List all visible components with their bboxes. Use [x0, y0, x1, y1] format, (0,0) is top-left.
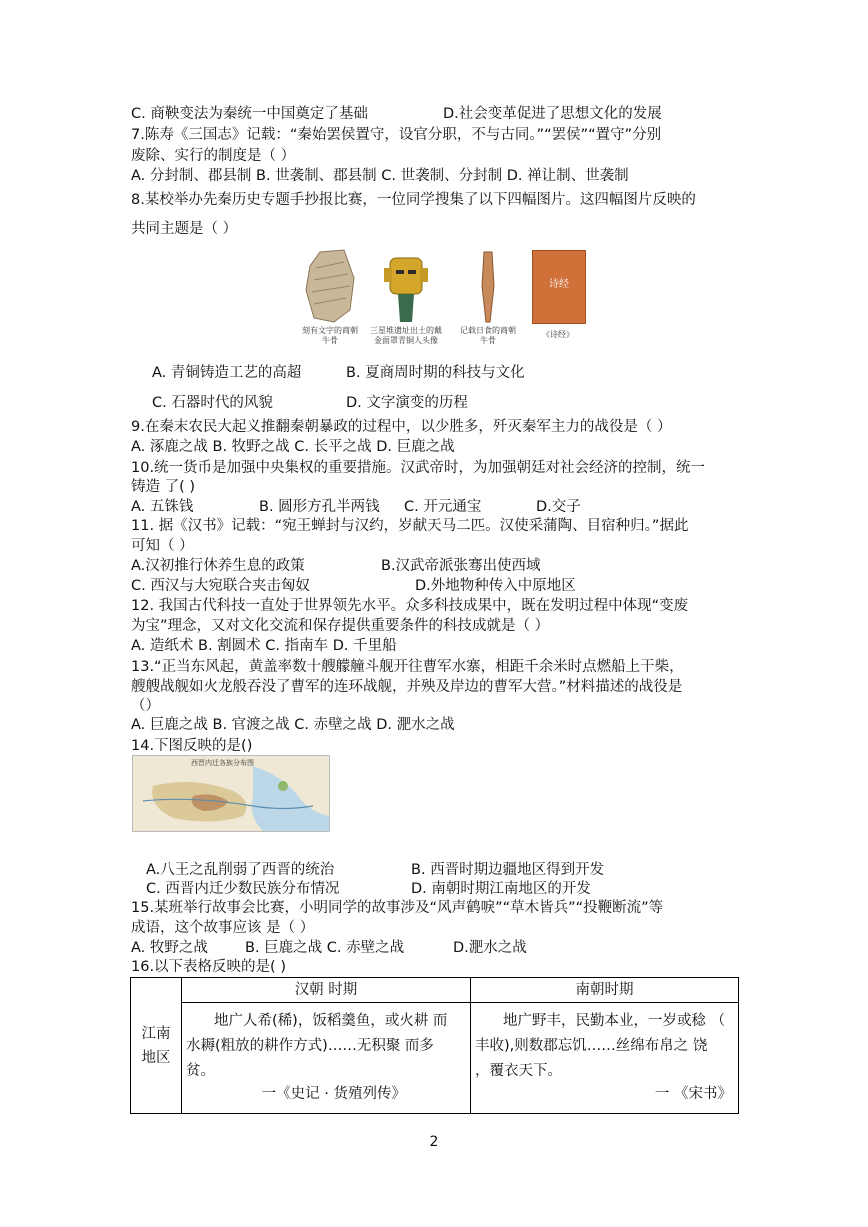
q10-option-a: A. 五铢钱 — [131, 499, 194, 515]
caption-bone-strip: 记载日食的商朝牛骨 — [460, 326, 516, 345]
q10-option-d: D.交子 — [536, 499, 581, 515]
q13-stem-line3: （） — [131, 698, 160, 714]
q9-stem: 9.在秦末农民大起义推翻秦朝暴政的过程中，以少胜多，歼灭秦军主力的战役是（ ） — [131, 419, 672, 435]
southern-line1: 地广野丰，民勤本业，一岁或稔 （ — [503, 1013, 726, 1029]
q6-option-c: C. 商鞅变法为秦统一中国奠定了基础 — [131, 106, 368, 122]
q14-option-b: B. 西晋时期边疆地区得到开发 — [411, 862, 605, 878]
q15-option-b-c: B. 巨鹿之战 C. 赤壁之战 — [245, 940, 405, 956]
q8-option-a: A. 青铜铸造工艺的高超 — [152, 365, 302, 381]
q15-stem-line2: 成语，这个故事应该 是（ ） — [131, 920, 315, 936]
southern-line3: ，覆衣天下。 — [475, 1063, 562, 1079]
q10-option-b: B. 圆形方孔半两钱 — [259, 499, 380, 515]
row-label: 江南地区 — [141, 1025, 171, 1066]
book-shijing-image — [532, 250, 586, 324]
q7-stem-line2: 废除、实行的制度是（ ） — [131, 148, 296, 164]
q8-option-c: C. 石器时代的风貌 — [152, 395, 273, 411]
q9-options: A. 涿鹿之战 B. 牧野之战 C. 长平之战 D. 巨鹿之战 — [131, 439, 455, 455]
q8-stem-line2: 共同主题是（ ） — [131, 221, 238, 237]
q8-option-b: B. 夏商周时期的科技与文化 — [346, 365, 525, 381]
caption-oracle-bone: 刻有文字的商朝牛骨 — [302, 326, 358, 345]
southern-line2: 丰收),则数郡忘饥……丝绵布帛之 饶 — [475, 1038, 708, 1054]
q14-option-a: A.八王之乱削弱了西晋的统治 — [146, 862, 335, 878]
q12-stem-line2: 为宝”理念，又对文化交流和保存提供重要条件的科技成就是（ ） — [131, 618, 550, 634]
q14-stem: 14.下图反映的是() — [131, 738, 253, 754]
q12-stem-line1: 12. 我国古代科技一直处于世界领先水平。众多科技成果中，既在发明过程中体现“变废 — [131, 598, 689, 614]
header-han: 汉朝 时期 — [182, 978, 471, 1003]
q14-option-d: D. 南朝时期江南地区的开发 — [411, 881, 591, 897]
southern-content-cell — [471, 1003, 739, 1114]
q10-option-c: C. 开元通宝 — [404, 499, 482, 515]
western-jin-map-image — [132, 755, 330, 832]
q13-stem-line2: 艘艘战舰如火龙般吞没了曹军的连环战舰，并殃及岸边的曹军大营。”材料描述的战役是 — [131, 679, 683, 695]
q11-stem-line1: 11. 据《汉书》记载：“宛王蝉封与汉约，岁献天马二匹。汉使采蒲陶、目宿种归。”据此 — [131, 518, 689, 534]
q11-stem-line2: 可知（ ） — [131, 538, 194, 554]
han-source: 一《史记 · 货殖列传》 — [261, 1086, 406, 1102]
q11-option-c: C. 西汉与大宛联合夹击匈奴 — [131, 578, 310, 594]
q6-option-d: D.社会变革促进了思想文化的发展 — [443, 106, 662, 122]
q8-stem-line1: 8.某校举办先秦历史专题手抄报比赛，一位同学搜集了以下四幅图片。这四幅图片反映的 — [131, 192, 696, 208]
q7-stem-line1: 7.陈寿《三国志》记载：“秦始罢侯置守，设官分职，不与古同。”“罢侯”“置守”分别 — [131, 127, 662, 143]
bone-strip-image — [478, 250, 498, 324]
q7-options: A. 分封制、郡县制 B. 世袭制、郡县制 C. 世袭制、分封制 D. 禅让制、世袭制 — [131, 168, 629, 184]
han-line2: 水耨(粗放的耕作方式)……无积聚 而多 — [186, 1038, 434, 1054]
han-content-cell — [182, 1003, 471, 1114]
q10-stem-line2: 铸造 了( ) — [131, 479, 196, 495]
q14-option-c: C. 西晋内迁少数民族分布情况 — [146, 881, 340, 897]
q16-stem: 16.以下表格反映的是( ) — [131, 959, 286, 975]
han-line1: 地广人希(稀)，饭稻羹鱼，或火耕 而 — [214, 1013, 448, 1029]
southern-source: 一 《宋书》 — [654, 1086, 732, 1102]
page-number: 2 — [429, 1134, 439, 1150]
oracle-bone-image — [300, 248, 360, 326]
caption-book: 《诗经》 — [542, 330, 574, 339]
q11-option-b: B.汉武帝派张骞出使西域 — [381, 558, 541, 574]
bronze-head-image — [380, 252, 432, 324]
comparison-table — [130, 977, 739, 1114]
q15-option-d: D.淝水之战 — [453, 940, 527, 956]
q13-options: A. 巨鹿之战 B. 官渡之战 C. 赤壁之战 D. 淝水之战 — [131, 717, 455, 733]
map-title: 西晋内迁各族分布图 — [191, 759, 254, 767]
q11-option-a: A.汉初推行休养生息的政策 — [131, 558, 305, 574]
q15-option-a: A. 牧野之战 — [131, 940, 208, 956]
han-line3: 贫。 — [186, 1063, 215, 1079]
q11-option-d: D.外地物种传入中原地区 — [415, 578, 576, 594]
q15-stem-line1: 15.某班举行故事会比赛，小明同学的故事涉及“风声鹤唳”“草木皆兵”“投鞭断流”等 — [131, 900, 664, 916]
q12-options: A. 造纸术 B. 割圆术 C. 指南车 D. 千里船 — [131, 638, 397, 654]
row-label-cell — [131, 978, 182, 1114]
header-southern: 南朝时期 — [471, 978, 739, 1003]
q13-stem-line1: 13.“正当东风起，黄盖率数十艘艨艟斗舰开往曹军水寨，相距千余米时点燃船上干柴， — [131, 659, 684, 675]
q8-option-d: D. 文字演变的历程 — [346, 395, 468, 411]
book-title: 诗经 — [549, 279, 569, 290]
q10-stem-line1: 10.统一货币是加强中央集权的重要措施。汉武帝时，为加强朝廷对社会经济的控制，统一 — [131, 460, 706, 476]
caption-bronze-head: 三星堆遗址出土的戴金面罩青铜人头像 — [370, 326, 442, 345]
